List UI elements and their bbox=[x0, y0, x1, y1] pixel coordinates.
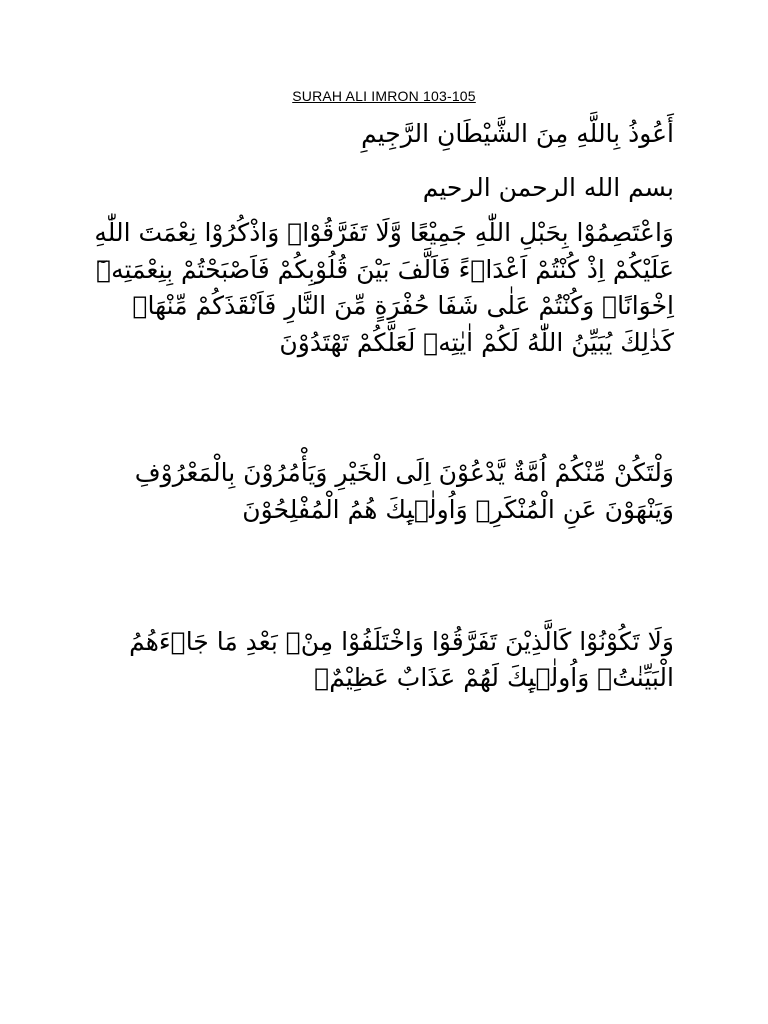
basmalah-line: بسم الله الرحمن الرحيم bbox=[422, 173, 674, 202]
ayah-103-paragraph: وَاعْتَصِمُوْا بِحَبْلِ اللّٰهِ جَمِيْعًا وَّلَا تَفَرَّقُوْاۖ وَاذْكُرُوْا نِعْمَتَ اللّٰهِ عَلَيْكُمْ اِذْ كُنْتُمْ اَعْدَاۤءً فَاَلَّفَ بَيْنَ قُلُوْبِكُمْ فَاَصْبَحْتُمْ بِنِعْمَتِهٖٓ اِخْوَانًاۚ وَكُنْتُمْ عَلٰى شَفَا حُفْرَةٍ مِّنَ النَّارِ فَاَنْقَذَكُمْ مِّنْهَاۗ كَذٰلِكَ يُبَيِّنُ اللّٰهُ لَكُمْ اٰيٰتِهٖ لَعَلَّكُمْ تَهْتَدُوْنَ bbox=[94, 218, 674, 357]
taawudz-line: أَعُوذُ بِاللَّهِ مِنَ الشَّيْطَانِ الرَّجِيمِ bbox=[361, 119, 674, 148]
ayah-104-paragraph: وَلْتَكُنْ مِّنْكُمْ اُمَّةٌ يَّدْعُوْنَ اِلَى الْخَيْرِ وَيَأْمُرُوْنَ بِالْمَعْرُوْفِ وَيَنْهَوْنَ عَنِ الْمُنْكَرِۗ وَاُولٰۤىِٕكَ هُمُ الْمُفْلِحُوْنَ bbox=[134, 458, 674, 524]
ayah-105-paragraph: وَلَا تَكُوْنُوْا كَالَّذِيْنَ تَفَرَّقُوْا وَاخْتَلَفُوْا مِنْۢ بَعْدِ مَا جَاۤءَهُمُ الْبَيِّنٰتُۗ وَاُولٰۤىِٕكَ لَهُمْ عَذَابٌ عَظِيْمٌۙ bbox=[129, 627, 674, 692]
document-title: SURAH ALI IMRON 103-105 bbox=[292, 88, 476, 104]
